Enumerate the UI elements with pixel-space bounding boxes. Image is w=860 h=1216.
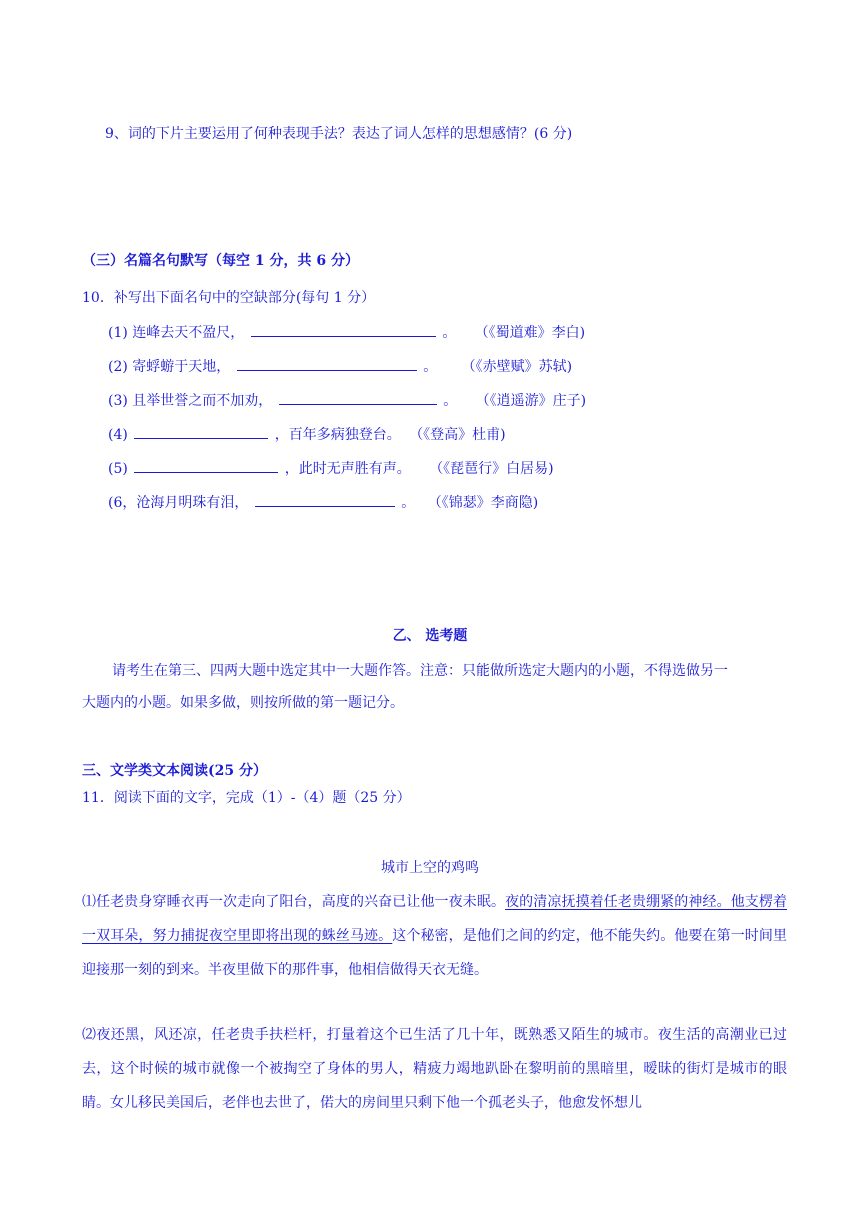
optional-instruction-line-1: 请考生在第三、四两大题中选定其中一大题作答。注意：只能做所选定大题内的小题，不得选做另一 [112, 663, 728, 679]
answer-blank-2[interactable] [237, 356, 417, 371]
optional-section-title: 乙、 选考题 [392, 628, 468, 644]
answer-blank-3[interactable] [279, 390, 437, 405]
story-title: 城市上空的鸡鸣 [381, 860, 479, 876]
question-9: 9、词的下片主要运用了何种表现手法？表达了词人怎样的思想感情？(6 分) [105, 126, 573, 142]
underlined-sentence: 夜的清凉抚摸着任老贵绷紧的神经。他支楞着一双耳朵，努力捕捉夜空里即将出现的蛛丝马迹。 [82, 894, 788, 944]
dictation-item-2: (2) 寄蜉蝣于天地， 。 （《赤壁赋》苏轼) [108, 356, 572, 377]
part3-heading: 三、文学类文本阅读(25 分） [82, 763, 267, 779]
dictation-item-3: (3) 且举世誉之而不加劝， 。 （《逍遥游》庄子) [108, 390, 586, 411]
dictation-item-6: (6，沧海月明珠有泪， 。 （《锦瑟》李商隐) [108, 492, 538, 513]
section-heading-dictation: （三）名篇名句默写（每空 1 分，共 6 分） [82, 253, 359, 269]
question-11: 11．阅读下面的文字，完成（1）-（4）题（25 分） [82, 790, 411, 806]
dictation-item-5: (5) ，此时无声胜有声。 （《琵琶行》白居易) [108, 458, 554, 479]
answer-blank-1[interactable] [251, 322, 436, 337]
answer-blank-5[interactable] [134, 458, 278, 473]
story-paragraph-2: ⑵夜还黑，风还凉，任老贵手扶栏杆，打量着这个已生活了几十年，既熟悉又陌生的城市。夜生活的高潮业已过去，这个时候的城市就像一个被掏空了身体的男人，精疲力竭地趴卧在黎明前的黑暗里，暧昧的街灯是城市的眼睛。女儿移民美国后，老伴也去世了，偌大的房间里只剩下他一个孤老头子，他愈发怀想儿 [82, 1027, 787, 1111]
question-10: 10．补写出下面名句中的空缺部分(每句 1 分） [82, 290, 376, 306]
answer-blank-6[interactable] [255, 492, 395, 507]
story-paragraph-1: ⑴任老贵身穿睡衣再一次走向了阳台，高度的兴奋已让他一夜未眠。夜的清凉抚摸着任老贵绷紧的神经。他支楞着一双耳朵，努力捕捉夜空里即将出现的蛛丝马迹。这个秘密，是他们之间的约定，他不能失约。他要在第一时间里迎接那一刻的到来。半夜里做下的那件事，他相信做得天衣无缝。 [82, 894, 788, 978]
optional-instruction-line-2: 大题内的小题。如果多做，则按所做的第一题记分。 [82, 695, 404, 711]
dictation-item-4: (4) ，百年多病独登台。 （《登高》杜甫) [108, 424, 506, 445]
dictation-item-1: (1) 连峰去天不盈尺， 。 （《蜀道难》李白) [108, 322, 585, 343]
answer-blank-4[interactable] [134, 424, 268, 439]
